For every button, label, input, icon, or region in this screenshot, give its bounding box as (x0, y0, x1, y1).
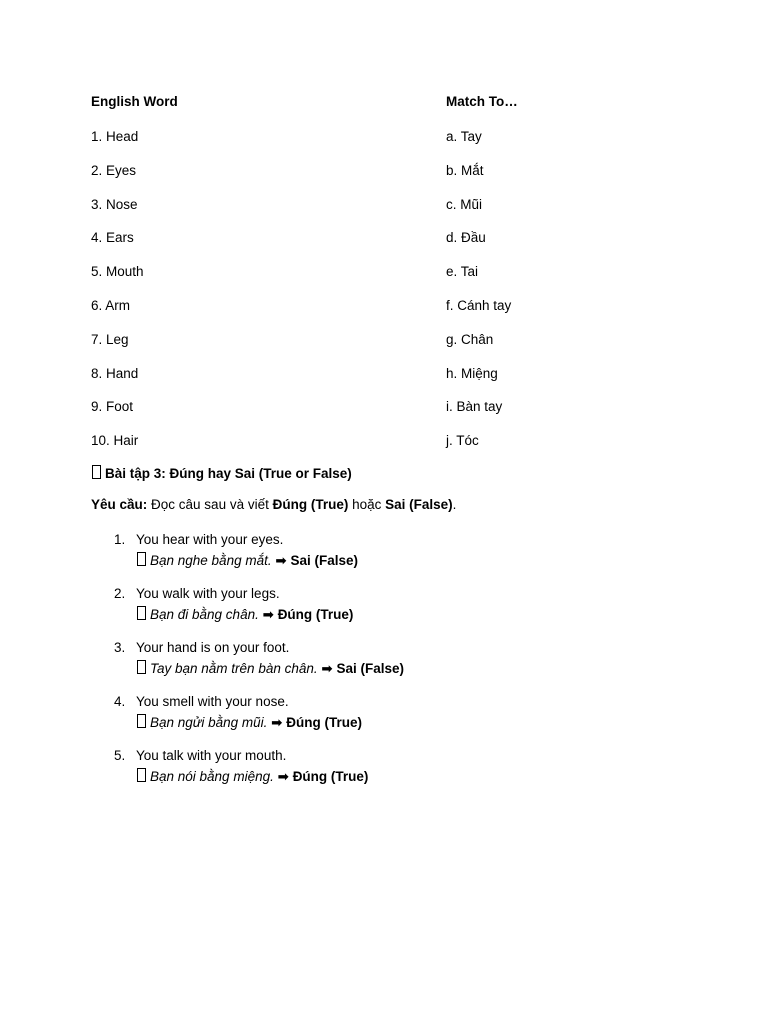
item-number: 5. (114, 747, 126, 763)
english-word-cell: 3. Nose (91, 196, 138, 212)
table-row (91, 433, 651, 467)
match-cell: i. Bàn tay (446, 399, 503, 415)
answer: Đúng (True) (292, 769, 369, 785)
arrow-right-icon: ➡ (275, 553, 287, 569)
list-item (91, 583, 691, 637)
match-cell: e. Tai (446, 264, 479, 280)
item-number: 4. (114, 693, 126, 709)
english-sentence: You talk with your mouth. (136, 747, 287, 763)
missing-glyph-icon (137, 714, 146, 728)
english-word-cell: 2. Eyes (91, 162, 137, 178)
english-sentence: You hear with your eyes. (136, 531, 284, 547)
exercise-3-instructions (91, 497, 691, 529)
english-word-cell: 7. Leg (91, 331, 129, 347)
matching-table (91, 94, 651, 467)
requirement-text: Đọc câu sau và viết (147, 496, 273, 512)
item-number: 3. (114, 639, 126, 655)
list-item (91, 529, 691, 583)
vietnamese-line (136, 658, 691, 680)
missing-glyph-icon (137, 768, 146, 782)
english-word-cell: 1. Head (91, 129, 139, 144)
requirement-false: Sai (False) (385, 496, 453, 512)
list-item (91, 691, 691, 745)
match-cell: d. Đầu (446, 230, 486, 246)
match-cell: g. Chân (446, 331, 494, 347)
match-cell: a. Tay (446, 129, 482, 144)
item-number: 2. (114, 585, 126, 601)
english-word-cell: 5. Mouth (91, 264, 144, 280)
table-row (91, 163, 651, 197)
true-false-list (91, 529, 691, 799)
english-sentence: Your hand is on your foot. (136, 639, 290, 655)
table-row (91, 332, 651, 366)
exercise-3-heading (91, 465, 691, 497)
vietnamese-sentence: Tay bạn nằm trên bàn chân. (150, 661, 318, 677)
requirement-label: Yêu cầu: (91, 496, 148, 512)
match-cell: j. Tóc (446, 433, 479, 449)
table-row (91, 298, 651, 332)
english-word-cell: 8. Hand (91, 365, 139, 381)
arrow-right-icon: ➡ (262, 607, 274, 623)
vietnamese-line (136, 550, 691, 572)
english-sentence: You smell with your nose. (136, 693, 289, 709)
header-english-word: English Word (91, 94, 178, 109)
answer: Sai (False) (290, 553, 358, 569)
requirement-true: Đúng (True) (272, 496, 349, 512)
table-row (91, 230, 651, 264)
table-row (91, 366, 651, 400)
exercise-3-title: Bài tập 3: Đúng hay Sai (True or False) (105, 465, 352, 481)
requirement-or: hoặc (348, 496, 386, 512)
table-header-row (91, 94, 651, 129)
missing-glyph-icon (92, 465, 101, 479)
english-word-cell: 6. Arm (91, 297, 131, 313)
english-word-cell: 9. Foot (91, 399, 134, 415)
list-item (91, 637, 691, 691)
match-cell: c. Mũi (446, 196, 483, 212)
vietnamese-sentence: Bạn ngửi bằng mũi. (150, 715, 268, 731)
table-row (91, 129, 651, 163)
missing-glyph-icon (137, 606, 146, 620)
arrow-right-icon: ➡ (277, 769, 289, 785)
table-row (91, 399, 651, 433)
missing-glyph-icon (137, 660, 146, 674)
vietnamese-sentence: Bạn đi bằng chân. (150, 607, 259, 623)
answer: Đúng (True) (286, 715, 362, 731)
vietnamese-sentence: Bạn nghe bằng mắt. (150, 553, 272, 569)
english-sentence: You walk with your legs. (136, 585, 280, 601)
arrow-right-icon: ➡ (321, 661, 333, 677)
vietnamese-sentence: Bạn nói bằng miệng. (150, 769, 274, 785)
vietnamese-line (136, 604, 691, 626)
match-cell: h. Miệng (446, 365, 498, 381)
match-cell: b. Mắt (446, 162, 484, 178)
list-item (91, 745, 691, 799)
missing-glyph-icon (137, 552, 146, 566)
header-match-to: Match To… (446, 94, 518, 109)
answer: Đúng (True) (277, 607, 354, 623)
table-row (91, 197, 651, 231)
item-number: 1. (114, 531, 126, 547)
english-word-cell: 10. Hair (91, 433, 139, 449)
requirement-end: . (452, 496, 457, 512)
match-cell: f. Cánh tay (446, 297, 512, 313)
document-page (91, 94, 691, 799)
answer: Sai (False) (336, 661, 404, 677)
vietnamese-line (136, 766, 691, 788)
table-row (91, 264, 651, 298)
vietnamese-line (136, 712, 691, 734)
arrow-right-icon: ➡ (271, 715, 283, 731)
english-word-cell: 4. Ears (91, 230, 134, 246)
